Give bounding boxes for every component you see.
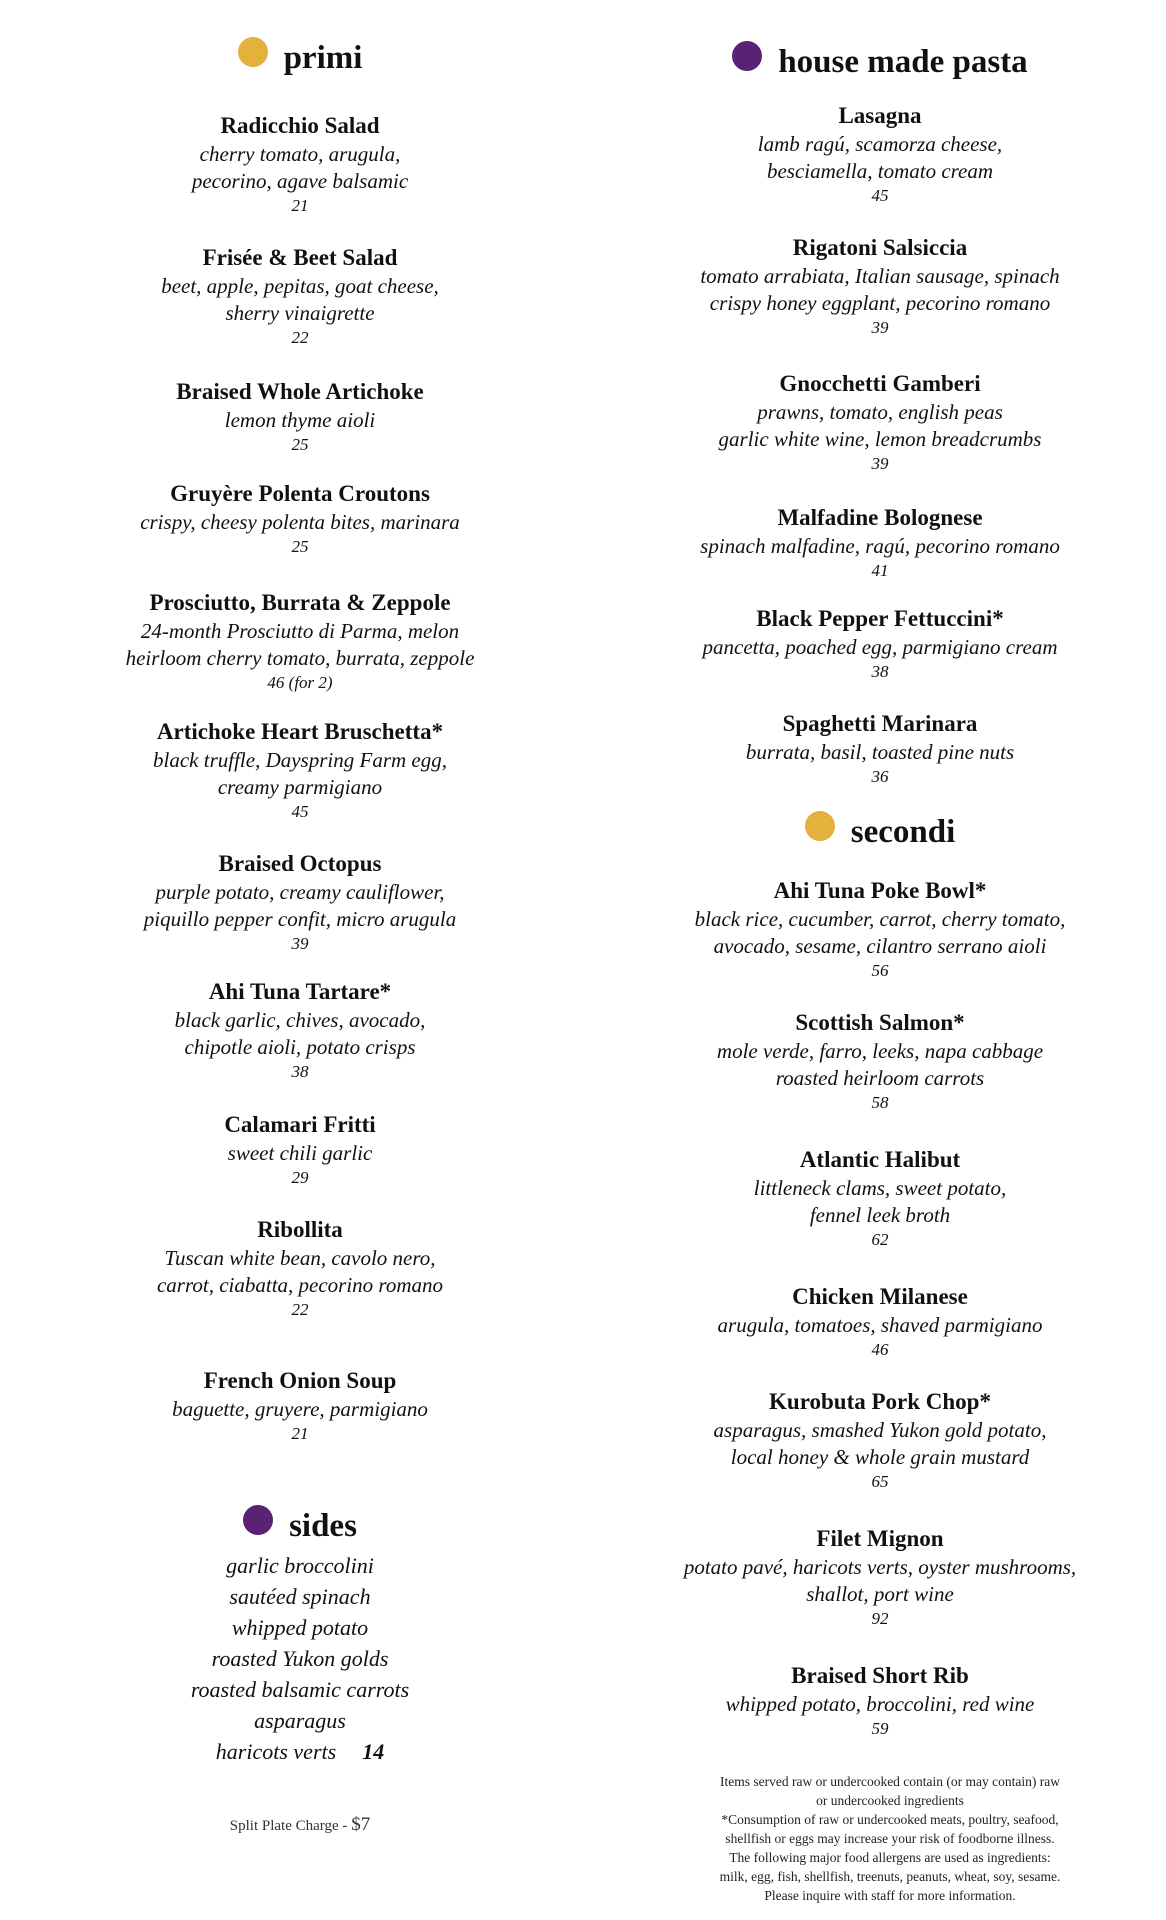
item-description: burrata, basil, toasted pine nuts xyxy=(745,740,1015,764)
item-price: 38 xyxy=(871,662,889,681)
item-description: pancetta, poached egg, parmigiano cream xyxy=(702,635,1058,659)
allergen-notice xyxy=(630,1772,1150,1905)
item-description: tomato arrabiata, Italian sausage, spinach xyxy=(700,264,1060,288)
item-price: 39 xyxy=(871,318,889,337)
sides-list xyxy=(20,1550,580,1767)
menu-item xyxy=(600,369,1160,475)
item-description: Tuscan white bean, cavolo nero, xyxy=(164,1246,436,1270)
item-description: chipotle aioli, potato crisps xyxy=(184,1035,416,1059)
item-price: 92 xyxy=(871,1609,889,1628)
circle-bullet-icon xyxy=(805,811,835,841)
item-description: mole verde, farro, leeks, napa cabbage xyxy=(716,1039,1044,1063)
item-price: 38 xyxy=(291,1062,309,1081)
item-description: sherry vinaigrette xyxy=(225,301,375,325)
side-item: roasted balsamic carrots xyxy=(190,1677,410,1702)
menu-item xyxy=(600,1387,1160,1493)
side-item-last xyxy=(20,1736,580,1767)
menu-item xyxy=(20,977,580,1083)
item-price: 41 xyxy=(871,561,889,580)
item-price: 56 xyxy=(871,961,889,980)
item-price: 65 xyxy=(871,1472,889,1491)
menu-item xyxy=(20,1110,580,1189)
item-name: Black Pepper Fettuccini* xyxy=(756,606,1004,631)
menu-item xyxy=(20,111,580,217)
item-description: heirloom cherry tomato, burrata, zeppole xyxy=(125,646,475,670)
split-price: $7 xyxy=(351,1814,371,1835)
item-description: asparagus, smashed Yukon gold potato, xyxy=(713,1418,1047,1442)
item-price: 39 xyxy=(291,934,309,953)
item-description: 24-month Prosciutto di Parma, melon xyxy=(140,619,460,643)
item-name: Spaghetti Marinara xyxy=(782,711,978,736)
item-description: black garlic, chives, avocado, xyxy=(174,1008,426,1032)
menu-item xyxy=(600,101,1160,207)
circle-bullet-icon xyxy=(238,37,268,67)
sides-heading-text: sides xyxy=(289,1508,357,1544)
notice-line: Please inquire with staff for more information. xyxy=(764,1888,1016,1903)
item-description: crispy honey eggplant, pecorino romano xyxy=(709,291,1051,315)
menu-item xyxy=(20,717,580,823)
item-name: Prosciutto, Burrata & Zeppole xyxy=(149,590,451,615)
menu-item xyxy=(20,243,580,349)
menu-item xyxy=(20,377,580,456)
item-name: Kurobuta Pork Chop* xyxy=(769,1389,991,1414)
item-description: local honey & whole grain mustard xyxy=(730,1445,1030,1469)
item-name: Gnocchetti Gamberi xyxy=(779,371,981,396)
item-name: Ahi Tuna Tartare* xyxy=(208,979,392,1004)
menu-item xyxy=(20,479,580,558)
item-price: 21 xyxy=(291,196,309,215)
item-description: black rice, cucumber, carrot, cherry tomato, xyxy=(694,907,1066,931)
item-description: whipped potato, broccolini, red wine xyxy=(725,1692,1035,1716)
item-description: sweet chili garlic xyxy=(227,1141,373,1165)
notice-line: or undercooked ingredients xyxy=(816,1793,964,1808)
item-name: Lasagna xyxy=(838,103,922,128)
pasta-heading xyxy=(600,42,1160,82)
item-name: Gruyère Polenta Croutons xyxy=(170,481,430,506)
item-price: 39 xyxy=(871,454,889,473)
menu-item xyxy=(600,709,1160,788)
item-name: Calamari Fritti xyxy=(224,1112,376,1137)
item-name: French Onion Soup xyxy=(203,1368,397,1393)
notice-line: Items served raw or undercooked contain (or may contain) raw xyxy=(720,1774,1060,1789)
item-description: potato pavé, haricots verts, oyster mushrooms, xyxy=(683,1555,1077,1579)
item-price: 46 (for 2) xyxy=(267,673,333,692)
sides-heading xyxy=(20,1506,580,1546)
item-description: lamb ragú, scamorza cheese, xyxy=(757,132,1003,156)
item-description: pecorino, agave balsamic xyxy=(191,169,409,193)
item-price: 36 xyxy=(871,767,889,786)
item-name: Filet Mignon xyxy=(816,1526,944,1551)
item-description: carrot, ciabatta, pecorino romano xyxy=(156,1273,443,1297)
item-description: spinach malfadine, ragú, pecorino romano xyxy=(700,534,1060,558)
item-price: 25 xyxy=(291,537,309,556)
item-description: littleneck clams, sweet potato, xyxy=(753,1176,1007,1200)
menu-item xyxy=(20,849,580,955)
item-price: 59 xyxy=(871,1719,889,1738)
item-price: 21 xyxy=(291,1424,309,1443)
menu-item xyxy=(600,503,1160,582)
notice-line: The following major food allergens are used as ingredients: xyxy=(729,1850,1051,1865)
item-description: cherry tomato, arugula, xyxy=(199,142,401,166)
item-name: Braised Whole Artichoke xyxy=(176,379,424,404)
item-name: Chicken Milanese xyxy=(792,1284,968,1309)
notice-line: *Consumption of raw or undercooked meats, poultry, seafood, xyxy=(721,1812,1059,1827)
menu-item xyxy=(20,1215,580,1321)
item-price: 22 xyxy=(291,1300,309,1319)
split-plate-charge xyxy=(20,1814,580,1836)
item-description: creamy parmigiano xyxy=(217,775,383,799)
primi-heading xyxy=(20,38,580,78)
menu-item xyxy=(20,1366,580,1445)
side-item: garlic broccolini xyxy=(226,1553,374,1578)
side-item: asparagus xyxy=(254,1708,346,1733)
item-description: prawns, tomato, english peas xyxy=(757,400,1003,424)
side-item: whipped potato xyxy=(231,1615,369,1640)
item-price: 58 xyxy=(871,1093,889,1112)
menu-item xyxy=(600,876,1160,982)
item-name: Radicchio Salad xyxy=(220,113,380,138)
circle-bullet-icon xyxy=(732,41,762,71)
item-description: arugula, tomatoes, shaved parmigiano xyxy=(717,1313,1043,1337)
item-description: avocado, sesame, cilantro serrano aioli xyxy=(713,934,1047,958)
notice-line: shellfish or eggs may increase your risk of foodborne illness. xyxy=(725,1831,1055,1846)
secondi-heading-text: secondi xyxy=(850,814,956,850)
item-price: 45 xyxy=(871,186,889,205)
item-name: Frisée & Beet Salad xyxy=(202,245,398,270)
notice-line: milk, egg, fish, shellfish, treenuts, peanuts, wheat, soy, sesame. xyxy=(719,1869,1061,1884)
item-description: lemon thyme aioli xyxy=(224,408,376,432)
item-name: Malfadine Bolognese xyxy=(777,505,983,530)
item-price: 46 xyxy=(871,1340,889,1359)
item-description: crispy, cheesy polenta bites, marinara xyxy=(140,510,460,534)
secondi-heading xyxy=(600,812,1160,852)
side-item: sautéed spinach xyxy=(229,1584,371,1609)
item-name: Scottish Salmon* xyxy=(795,1010,965,1035)
menu-item xyxy=(600,1524,1160,1630)
item-description: shallot, port wine xyxy=(806,1582,954,1606)
sides-price: 14 xyxy=(362,1739,385,1764)
item-name: Atlantic Halibut xyxy=(799,1147,961,1172)
item-price: 45 xyxy=(291,802,309,821)
item-price: 29 xyxy=(291,1168,309,1187)
item-price: 25 xyxy=(291,435,309,454)
item-description: baguette, gruyere, parmigiano xyxy=(172,1397,428,1421)
item-name: Braised Short Rib xyxy=(791,1663,969,1688)
item-name: Ahi Tuna Poke Bowl* xyxy=(773,878,987,903)
menu-item xyxy=(600,1661,1160,1740)
item-description: piquillo pepper confit, micro arugula xyxy=(143,907,457,931)
item-name: Braised Octopus xyxy=(218,851,382,876)
item-name: Rigatoni Salsiccia xyxy=(792,235,968,260)
item-description: besciamella, tomato cream xyxy=(766,159,994,183)
menu-item xyxy=(600,233,1160,339)
item-description: roasted heirloom carrots xyxy=(775,1066,985,1090)
split-label: Split Plate Charge - xyxy=(229,1818,348,1834)
item-description: beet, apple, pepitas, goat cheese, xyxy=(161,274,439,298)
item-name: Artichoke Heart Bruschetta* xyxy=(156,719,444,744)
item-description: black truffle, Dayspring Farm egg, xyxy=(153,748,447,772)
primi-heading-text: primi xyxy=(283,40,363,76)
menu-item xyxy=(600,1145,1160,1251)
item-name: Ribollita xyxy=(257,1217,343,1242)
item-description: garlic white wine, lemon breadcrumbs xyxy=(718,427,1042,451)
item-price: 62 xyxy=(871,1230,889,1249)
menu-item xyxy=(600,604,1160,683)
pasta-heading-text: house made pasta xyxy=(778,44,1028,80)
menu-item xyxy=(600,1008,1160,1114)
menu-item xyxy=(600,1282,1160,1361)
side-item: roasted Yukon golds xyxy=(211,1646,389,1671)
item-price: 22 xyxy=(291,328,309,347)
circle-bullet-icon xyxy=(243,1505,273,1535)
menu-item xyxy=(20,588,580,694)
side-item-name: haricots verts xyxy=(215,1739,337,1764)
item-description: fennel leek broth xyxy=(809,1203,951,1227)
item-description: purple potato, creamy cauliflower, xyxy=(155,880,445,904)
